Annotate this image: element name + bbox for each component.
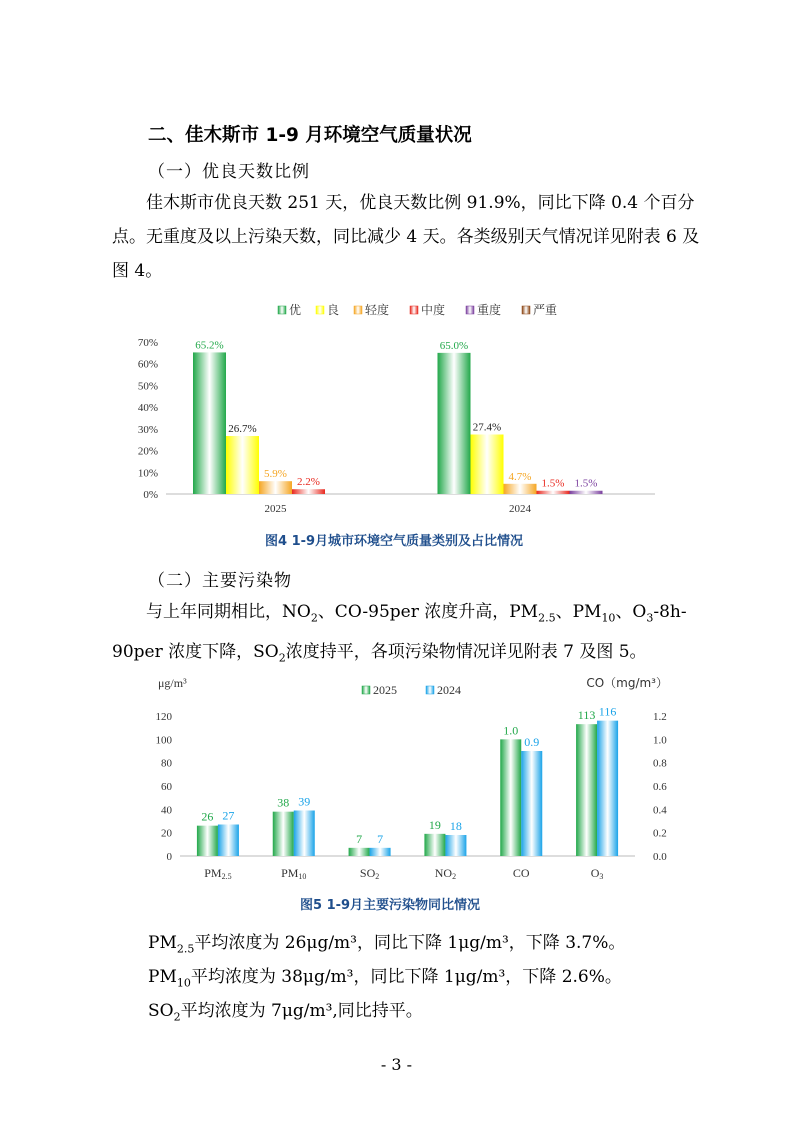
bar-轻度-2024 [504,484,537,494]
bar-PM10-2024 [294,811,315,857]
data-label: 18 [449,819,462,833]
x-tick-label: PM10 [281,866,307,881]
bar-O3-2024 [597,721,618,856]
legend-swatch [316,306,324,314]
y-tick-label: 10% [137,467,158,480]
left-y-tick-label: 80 [161,757,172,770]
subsection-title-good-days: （一）优良天数比例 [148,162,310,182]
bar-中度-2025 [292,489,325,494]
legend-swatch [354,306,362,314]
bar-SO2-2024 [370,848,391,856]
y-tick-label: 30% [137,423,158,436]
figure-4-caption: 图4 1-9月城市环境空气质量类别及占比情况 [265,534,524,549]
data-label: 27 [222,808,235,823]
data-label: 1.0 [503,723,519,738]
x-tick-label: PM2.5 [204,866,232,881]
page-number: - 3 - [380,1055,413,1074]
data-label: 65.2% [195,339,224,352]
legend-swatch [522,306,530,314]
bar-PM2.5-2024 [218,825,239,857]
left-y-tick-label: 100 [155,734,172,747]
data-label: 1.5% [574,477,598,490]
legend-label: 2025 [373,683,397,697]
x-tick-label: O3 [590,866,604,881]
legend-swatch [466,306,474,314]
air-quality-category-chart [130,298,670,523]
y-tick-label: 70% [137,337,158,349]
legend-label: 重度 [477,303,502,317]
section-title: 二、佳木斯市 1-9 月环境空气质量状况 [148,125,472,146]
data-label: 5.9% [264,468,287,481]
legend-label: 2024 [437,683,461,697]
left-axis-unit: μg/m³ [158,676,187,690]
bar-SO2-2025 [349,848,370,856]
legend-swatch [426,686,434,694]
bar-重度-2024 [570,491,603,494]
paragraph-good-days: 佳木斯市优良天数 251 天，优良天数比例 91.9%，同比下降 0.4 个百分点。无重度及以上污染天数，同比减少 4 天。各类级别天气情况详见附表 6 及图 4。 [112,193,700,281]
bar-良-2025 [226,436,259,494]
right-y-tick-label: 0.8 [653,757,667,770]
data-label: 65.0% [439,339,469,352]
legend-swatch [278,306,286,314]
so2-summary: $SO_2$平均浓度为 7μg/m³,同比持平。 [148,1001,423,1024]
bar-中度-2024 [537,491,570,494]
right-y-tick-label: 1.0 [653,734,667,747]
left-y-tick-label: 40 [161,804,172,817]
legend-swatch [362,686,370,694]
bar-NO2-2024 [445,835,466,856]
x-tick-label: CO [512,866,530,880]
right-axis-unit: CO（mg/m³） [586,676,668,690]
legend-label: 严重 [533,303,558,317]
data-label: 19 [428,817,441,832]
data-label: 27.4% [472,421,502,434]
subsection-title-pollutants: （二）主要污染物 [148,571,292,591]
x-tick-label: SO2 [359,866,380,881]
pm25-summary: $PM_{2.5}$平均浓度为 26μg/m³，同比下降 1μg/m³，下降 3.7%。 [148,933,626,956]
bar-CO-2024 [521,751,542,856]
legend-label: 中度 [421,303,446,317]
data-label: 26 [201,809,214,824]
data-label: 4.7% [508,470,532,483]
legend-swatch [410,306,418,314]
legend-label: 良 [327,303,340,317]
data-label: 7 [377,831,384,846]
bar-PM10-2025 [273,812,294,856]
data-label: 2.2% [297,476,320,489]
bar-优-2024 [438,353,471,494]
y-tick-label: 40% [137,402,158,415]
right-y-tick-label: 1.2 [653,711,667,723]
bar-NO2-2025 [424,834,445,856]
pollutant-comparison-chart [130,672,690,887]
data-label: 38 [277,795,290,810]
right-y-tick-label: 0.2 [653,827,667,840]
data-label: 0.9 [524,735,540,749]
data-label: 7 [356,831,363,846]
legend-label: 优 [289,303,302,317]
bar-CO-2025 [500,739,521,856]
legend-label: 轻度 [365,303,390,317]
x-tick-label: NO2 [434,866,457,881]
y-tick-label: 50% [137,380,158,393]
bar-O3-2025 [576,724,597,856]
y-tick-label: 20% [137,445,158,458]
data-label: 26.7% [228,423,257,436]
bar-良-2024 [471,435,504,494]
data-label: 1.5% [541,477,565,490]
y-tick-label: 60% [137,358,158,371]
bar-优-2025 [193,352,226,494]
bar-PM2.5-2025 [197,826,218,856]
x-tick-label: 2025 [264,503,287,515]
data-label: 116 [598,704,617,719]
data-label: 39 [298,794,311,809]
right-y-tick-label: 0.4 [653,804,667,817]
figure-5-caption: 图5 1-9月主要污染物同比情况 [300,898,481,913]
paragraph-pollutants: 与上年同期相比，$NO_2$、CO-95per 浓度升高，$PM_{2.5}$、$PM_{10}$、$O_3-8h-90per$ 浓度下降，$SO_2$浓度持平，各项污染物情况详见附表 7 及图 5。 [112,602,687,665]
left-y-tick-label: 20 [161,827,172,840]
data-label: 113 [577,708,596,723]
left-y-tick-label: 60 [161,781,172,793]
x-tick-label: 2024 [509,503,531,515]
left-y-tick-label: 0 [166,851,172,863]
right-y-tick-label: 0.0 [653,851,667,863]
y-tick-label: 0% [143,489,158,501]
pm10-summary: $PM_{10}$平均浓度为 38μg/m³，同比下降 1μg/m³，下降 2.6%。 [148,967,622,990]
bar-轻度-2025 [259,481,292,494]
right-y-tick-label: 0.6 [653,781,667,793]
left-y-tick-label: 120 [155,711,172,723]
